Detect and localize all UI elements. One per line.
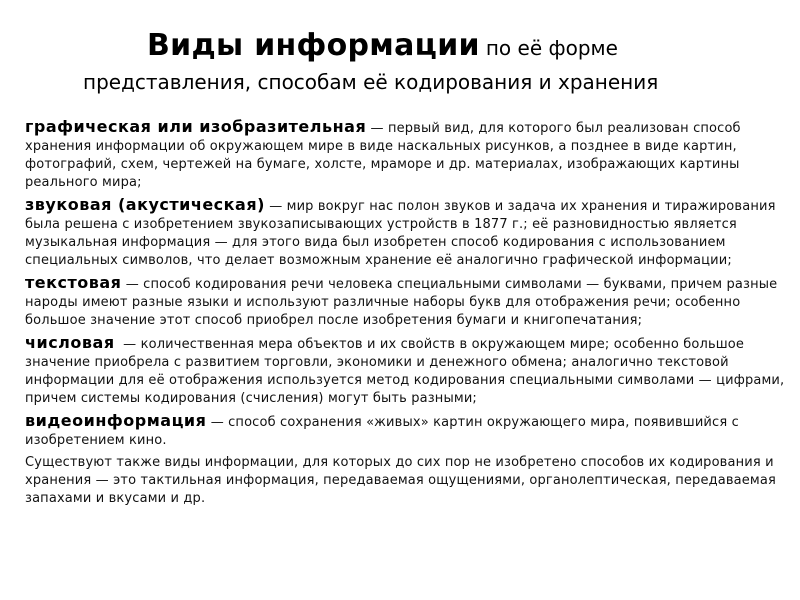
info-type-graphic bbox=[25, 118, 790, 192]
title-line-1 bbox=[147, 28, 618, 63]
desc-graphic: — первый вид, для которого был реализован способ хранения информации об окружающем мире в виде наскальных рисунков, а позднее в виде картин, фотографий, схем, чертежей на бумаге, холсте, мраморе и др. материалах, изображающих картины реального мира; bbox=[25, 121, 741, 190]
term-audio: звуковая (акустическая) bbox=[25, 195, 265, 214]
desc-numeric: — количественная мера объектов и их свойств в окружающем мире; особенно большое значение приобрела с развитием торговли, экономики и денежного обмена; аналогично текстовой информации для её отображения используется метод кодирования специальными символами — цифрами, причем системы кодирования (счисления) могут быть разными; bbox=[25, 337, 789, 406]
term-graphic: графическая или изобразительная bbox=[25, 117, 367, 136]
info-type-audio bbox=[25, 196, 790, 270]
title-line-2: представления, способам её кодирования и хранения bbox=[83, 70, 659, 94]
slide-body bbox=[25, 118, 790, 512]
desc-text: — способ кодирования речи человека специальными символами — буквами, причем разные народы имеют разные языки и используют различные наборы букв для отображения речи; особенно большое значение этот способ приобрел после изобретения бумаги и книгопечатания; bbox=[25, 277, 778, 328]
title-suffix: по её форме bbox=[485, 36, 618, 60]
info-type-video bbox=[25, 412, 790, 450]
term-text: текстовая bbox=[25, 273, 122, 292]
term-video: видеоинформация bbox=[25, 411, 207, 430]
closing-note: Существуют также виды информации, для которых до сих пор не изобретено способов их кодирования и хранения — это тактильная информация, передаваемая ощущениями, органолептическая, передаваемая запахами и вкусами и др. bbox=[25, 455, 776, 506]
term-numeric: числовая bbox=[25, 333, 115, 352]
desc-audio: — мир вокруг нас полон звуков и задача их хранения и тиражирования была решена с изобретением звукозаписывающих устройств в 1877 г.; её разновидностью является музыкальная информация — для этого вида был изобретен способ кодирования с использованием специальных символов, что делает возможным хранение её аналогично графической информации; bbox=[25, 199, 776, 268]
info-type-text bbox=[25, 274, 790, 330]
info-type-numeric bbox=[25, 334, 790, 408]
desc-video: — способ сохранения «живых» картин окружающего мира, появившийся с изобретением кино. bbox=[25, 415, 739, 448]
title-main: Виды информации bbox=[147, 28, 480, 63]
